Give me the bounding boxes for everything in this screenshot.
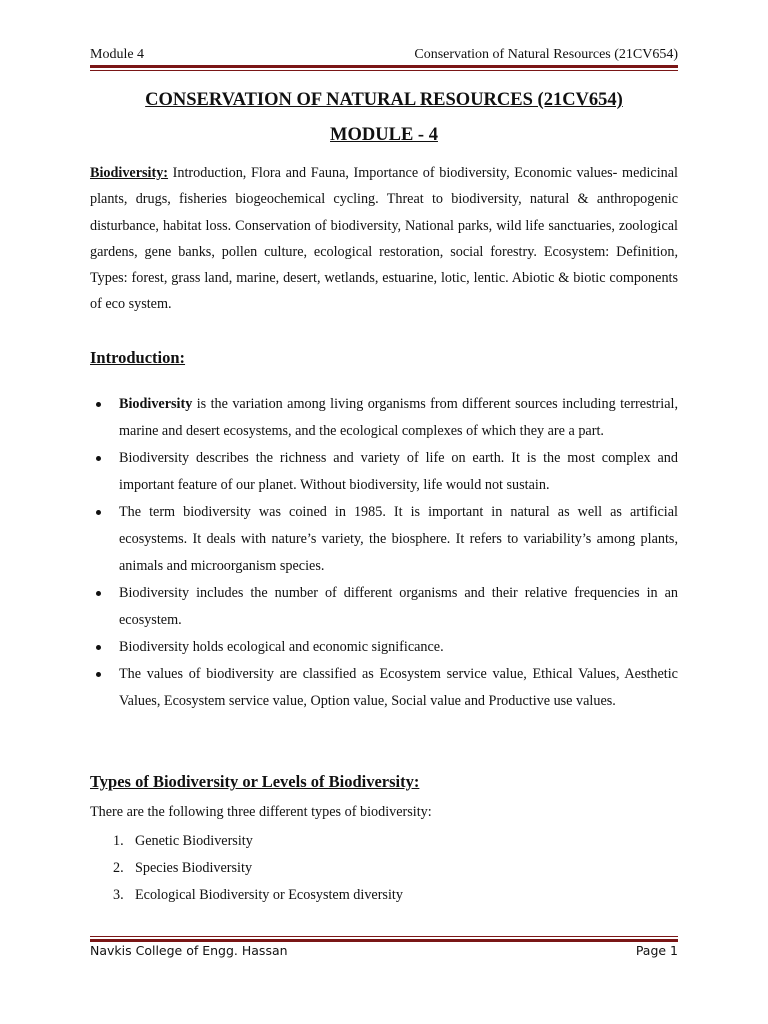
- header-rule: [90, 65, 678, 71]
- list-item: [90, 445, 678, 499]
- types-list: [90, 828, 403, 909]
- list-item: [90, 828, 403, 855]
- bullet-bold: Biodiversity: [119, 396, 193, 412]
- bullet-icon: [96, 510, 101, 515]
- footer-college: Navkis College of Engg. Hassan: [90, 943, 288, 958]
- bullet-text: is the variation among living organisms from different sources including terrestrial, marine and desert ecosystems, and the ecological complexes of which they are a part.: [119, 396, 678, 439]
- types-intro: There are the following three different types of biodiversity:: [90, 804, 432, 820]
- page-header: [90, 46, 678, 64]
- bullet-text: The values of biodiversity are classified as Ecosystem service value, Ethical Values, Aesthetic Values, Ecosystem service value, Option value, Social value and Productive use values.: [119, 666, 678, 709]
- syllabus-text: Introduction, Flora and Fauna, Importance of biodiversity, Economic values- medicinal plants, drugs, fisheries biogeochemical cycling. Threat to biodiversity, natural & anthropogenic disturbance, habitat loss. Conservation of biodiversity, National parks, wild life sanctuaries, zoological gardens, gene banks, pollen culture, ecological restoration, social forestry. Ecosystem: Definition, Types: forest, grass land, marine, desert, wetlands, estuarine, lotic, lentic. Abiotic & biotic components of eco system.: [90, 165, 678, 313]
- list-item: [90, 634, 678, 661]
- syllabus-label: Biodiversity:: [90, 165, 169, 181]
- list-item: [90, 580, 678, 634]
- item-text: Genetic Biodiversity: [135, 833, 253, 849]
- bullet-icon: [96, 591, 101, 596]
- header-course: Conservation of Natural Resources (21CV654): [414, 47, 678, 62]
- introduction-heading: Introduction:: [90, 348, 186, 367]
- bullet-text: Biodiversity describes the richness and variety of life on earth. It is the most complex and important feature of our planet. Without biodiversity, life would not sustain.: [119, 450, 678, 493]
- bullet-text: The term biodiversity was coined in 1985. It is important in natural as well as artificial ecosystems. It deals with nature’s variety, the biosphere. It refers to variability’s among plants, animals and microorganism species.: [119, 504, 678, 574]
- syllabus-paragraph: [90, 160, 678, 318]
- item-text: Species Biodiversity: [135, 860, 253, 876]
- list-item: [90, 855, 403, 882]
- bullet-icon: [96, 645, 101, 650]
- list-item: [90, 661, 678, 715]
- list-item: [90, 391, 678, 445]
- types-heading: Types of Biodiversity or Levels of Biodiversity:: [90, 772, 420, 791]
- bullet-icon: [96, 402, 101, 407]
- list-item: [90, 882, 403, 909]
- document-title: CONSERVATION OF NATURAL RESOURCES (21CV654): [145, 90, 623, 110]
- module-title: MODULE - 4: [330, 125, 438, 145]
- page-number: Page 1: [635, 943, 678, 958]
- list-item: [90, 499, 678, 580]
- introduction-list: [90, 391, 678, 715]
- bullet-text: Biodiversity includes the number of different organisms and their relative frequencies in an ecosystem.: [119, 585, 678, 628]
- item-number: 2.: [113, 860, 124, 876]
- item-number: 3.: [113, 887, 124, 903]
- page-footer: [90, 943, 678, 958]
- bullet-icon: [96, 672, 101, 677]
- item-text: Ecological Biodiversity or Ecosystem diversity: [135, 887, 403, 903]
- header-module: Module 4: [90, 47, 145, 62]
- footer-rule: [90, 936, 678, 942]
- item-number: 1.: [113, 833, 124, 849]
- bullet-text: Biodiversity holds ecological and economic significance.: [119, 639, 444, 655]
- bullet-icon: [96, 456, 101, 461]
